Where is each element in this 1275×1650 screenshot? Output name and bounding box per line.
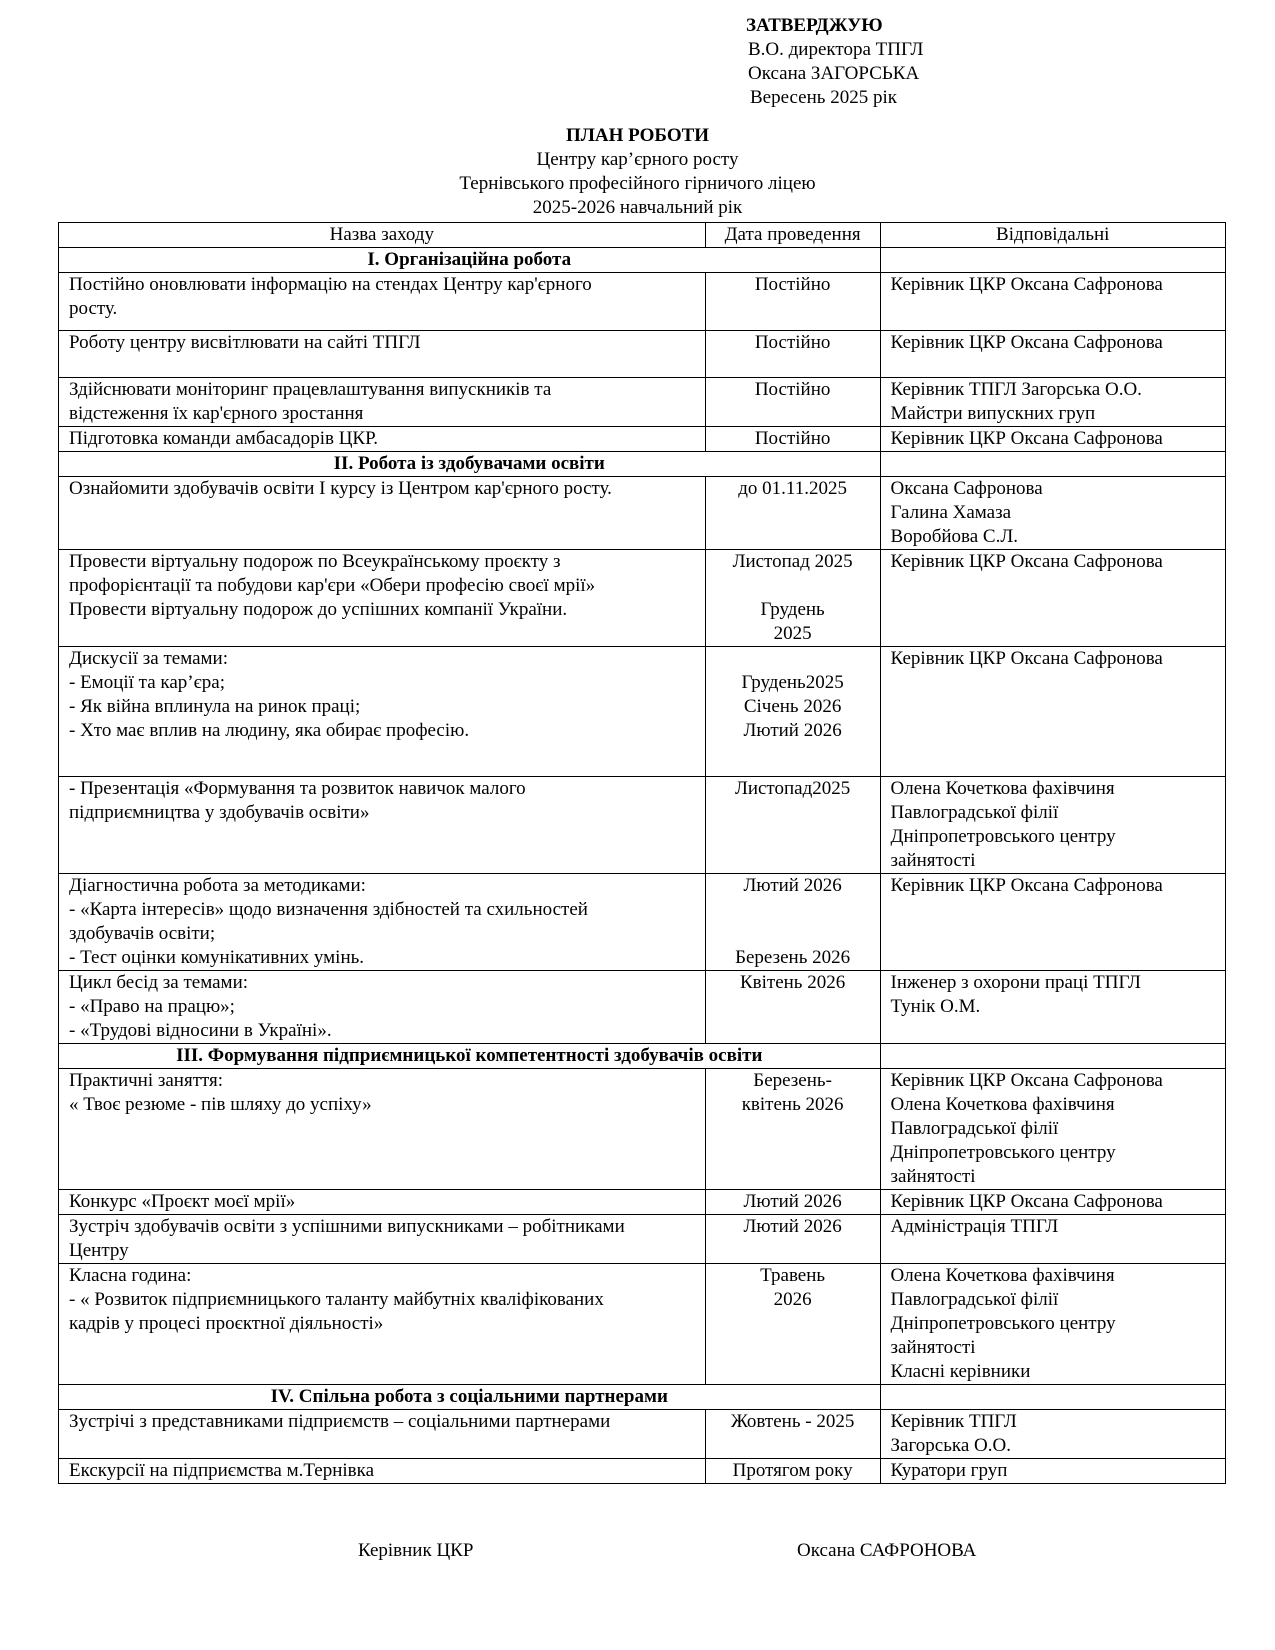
event-name-cell [59,1459,706,1484]
date-cell [705,1459,880,1484]
event-name-line: Екскурсії на підприємства м.Тернівка [69,1460,375,1481]
event-name-cell [59,331,706,378]
date-line: Грудень [760,599,825,620]
section-row [59,248,1226,273]
date-cell [705,874,880,971]
date-line: Грудень2025 [741,672,844,693]
table-row [59,1069,1226,1190]
section-row [59,1385,1226,1410]
responsible-cell [880,1410,1225,1459]
section-title: ІІІ. Формування підприємницької компетентності здобувачів освіти [59,1044,881,1069]
event-name-line: - Хто має вплив на людину, яка обирає професію. [69,720,470,741]
date-cell [705,1264,880,1385]
event-name-cell [59,647,706,777]
responsible-line: Воробйова С.Л. [890,526,1018,547]
table-row [59,1215,1226,1264]
responsible-cell [880,874,1225,971]
event-name-line: кадрів у процесі проєктної діяльності» [69,1313,384,1334]
event-name-cell [59,273,706,331]
event-name-line: відстеження їх кар'єрного зростання [69,403,364,424]
document-title: ПЛАН РОБОТИ [565,125,710,146]
approval-name: Оксана ЗАГОРСЬКА [748,63,920,84]
event-name-line: - Тест оцінки комунікативних умінь. [69,947,365,968]
event-name-line: Здійснювати моніторинг працевлаштування випускників та [69,379,552,400]
event-name-line: Класна година: [69,1265,192,1286]
event-name-cell [59,427,706,452]
table-row [59,1190,1226,1215]
table-row [59,1410,1226,1459]
date-cell [705,777,880,874]
responsible-line: Куратори груп [890,1460,1008,1481]
event-name-line: - «Право на працю»; [69,996,235,1017]
date-line: Січень 2026 [743,696,842,717]
date-cell [705,971,880,1044]
responsible-cell [880,378,1225,427]
event-name-line: Зустріч здобувачів освіти з успішними випускниками – робітниками [69,1216,625,1237]
responsible-line: Адміністрація ТПГЛ [890,1216,1059,1237]
header-date: Дата проведення [705,223,880,248]
date-line: Постійно [754,428,831,449]
footer-name: Оксана САФРОНОВА [797,1540,977,1561]
heading-line-1: Центру кар’єрного росту [536,149,739,170]
responsible-line: Керівник ЦКР Оксана Сафронова [890,875,1163,896]
responsible-line: зайнятості [890,1166,976,1187]
event-name-line: профорієнтації та побудови кар'єри «Обери професію своєї мрії» [69,575,596,596]
date-line: Постійно [754,332,831,353]
heading-line-3: 2025-2026 навчальний рік [532,197,743,218]
table-body [59,248,1226,1484]
responsible-line: Майстри випускних груп [890,403,1096,424]
responsible-cell [880,1190,1225,1215]
event-name-cell [59,874,706,971]
event-name-line: здобувачів освіти; [69,923,216,944]
section-title: ІV. Спільна робота з соціальними партнерами [59,1385,881,1410]
date-line: Лютий 2026 [743,1191,842,1212]
event-name-line: - «Трудові відносини в Україні». [69,1020,332,1041]
responsible-line: Керівник ТПГЛ [890,1411,1017,1432]
date-cell [705,477,880,550]
table-row [59,971,1226,1044]
table-row [59,378,1226,427]
event-name-line: росту. [69,298,118,319]
responsible-cell [880,1264,1225,1385]
event-name-cell [59,550,706,647]
responsible-line: Керівник ТПГЛ Загорська О.О. [890,379,1142,400]
responsible-line: Керівник ЦКР Оксана Сафронова [890,428,1163,449]
responsible-line: Олена Кочеткова фахівчиня [890,778,1115,799]
responsible-line: Керівник ЦКР Оксана Сафронова [890,1191,1163,1212]
date-line: Постійно [754,274,831,295]
table-row [59,550,1226,647]
event-name-line: Дискусії за темами: [69,648,228,669]
responsible-line: Керівник ЦКР Оксана Сафронова [890,1070,1163,1091]
date-line: Квітень 2026 [739,972,846,993]
date-cell [705,647,880,777]
section-empty-cell [880,248,1225,273]
event-name-line: « Твоє резюме - пів шляху до успіху» [69,1094,372,1115]
event-name-line: Практичні заняття: [69,1070,224,1091]
responsible-line: Олена Кочеткова фахівчиня [890,1094,1115,1115]
responsible-line: Олена Кочеткова фахівчиня [890,1265,1115,1286]
section-empty-cell [880,1385,1225,1410]
table-row [59,427,1226,452]
responsible-line: Загорська О.О. [890,1435,1011,1456]
event-name-line: Постійно оновлювати інформацію на стендах Центру кар'єрного [69,274,592,295]
date-cell [705,1410,880,1459]
event-name-line: - « Розвиток підприємницького таланту майбутніх кваліфікованих [69,1289,604,1310]
table-row [59,1459,1226,1484]
event-name-line: - Презентація «Формування та розвиток навичок малого [69,778,526,799]
date-line [710,647,876,671]
event-name-line: Конкурс «Проєкт моєї мрії» [69,1191,296,1212]
responsible-cell [880,1069,1225,1190]
responsible-line: Керівник ЦКР Оксана Сафронова [890,274,1163,295]
event-name-line: Діагностична робота за методиками: [69,875,366,896]
date-line [710,922,876,946]
event-name-cell [59,477,706,550]
header-responsible: Відповідальні [880,223,1225,248]
date-line: Травень [760,1265,826,1286]
date-line: Постійно [754,379,831,400]
responsible-cell [880,1215,1225,1264]
event-name-cell [59,1215,706,1264]
event-name-line: Роботу центру висвітлювати на сайті ТПГЛ [69,332,421,353]
responsible-cell [880,427,1225,452]
responsible-line: Тунік О.М. [890,996,981,1017]
table-row [59,273,1226,331]
event-name-line: Провести віртуальну подорож до успішних компанії України. [69,599,568,620]
date-line: Листопад 2025 [732,551,853,572]
event-name-cell [59,777,706,874]
table-row [59,874,1226,971]
event-name-line: Цикл бесід за темами: [69,972,249,993]
header-event-name: Назва заходу [59,223,706,248]
date-cell [705,550,880,647]
event-name-line: Зустрічі з представниками підприємств – соціальними партнерами [69,1411,611,1432]
event-name-line: - «Карта інтересів» щодо визначення здібностей та схильностей [69,899,588,920]
document-heading [0,124,1275,220]
table-header-row [59,223,1226,248]
event-name-cell [59,971,706,1044]
table-row [59,647,1226,777]
section-title: ІІ. Робота із здобувачами освіти [59,452,881,477]
date-line: Лютий 2026 [743,720,842,741]
date-cell [705,1190,880,1215]
event-name-line [69,743,695,767]
responsible-cell [880,971,1225,1044]
event-name-line: - Емоції та кар’єра; [69,672,225,693]
responsible-cell [880,331,1225,378]
table-row [59,777,1226,874]
date-line: Лютий 2026 [743,1216,842,1237]
event-name-line: підприємництва у здобувачів освіти» [69,802,370,823]
responsible-line: Керівник ЦКР Оксана Сафронова [890,551,1163,572]
date-cell [705,1215,880,1264]
responsible-cell [880,550,1225,647]
responsible-cell [880,1459,1225,1484]
responsible-line: Павлоградської філії [890,1118,1059,1139]
table-row [59,1264,1226,1385]
responsible-line: Керівник ЦКР Оксана Сафронова [890,332,1163,353]
table-row [59,477,1226,550]
event-name-line: Ознайомити здобувачів освіти І курсу із Центром кар'єрного росту. [69,478,612,499]
responsible-line: Павлоградської філії [890,1289,1059,1310]
date-line [710,574,876,598]
table-row [59,331,1226,378]
event-name-line: Центру [69,1240,129,1261]
work-plan-table [58,222,1226,1484]
date-cell [705,273,880,331]
date-line: Протягом року [732,1460,853,1481]
section-title: І. Організаційна робота [59,248,881,273]
approval-date: Вересень 2025 рік [750,87,897,108]
date-cell [705,331,880,378]
date-line: Жовтень - 2025 [730,1411,855,1432]
responsible-cell [880,477,1225,550]
section-row [59,452,1226,477]
date-line: Березень 2026 [735,947,851,968]
event-name-cell [59,1264,706,1385]
section-row [59,1044,1226,1069]
date-line: Березень- [753,1070,832,1091]
section-empty-cell [880,452,1225,477]
responsible-line: Оксана Сафронова [890,478,1043,499]
date-cell [705,427,880,452]
event-name-cell [59,1069,706,1190]
responsible-line: Класні керівники [890,1361,1031,1382]
responsible-line: зайнятості [890,1337,976,1358]
responsible-cell [880,647,1225,777]
event-name-cell [59,378,706,427]
date-line: 2026 [773,1289,812,1310]
responsible-line: Галина Хамаза [890,502,1012,523]
responsible-cell [880,777,1225,874]
event-name-line: - Як війна вплинула на ринок праці; [69,696,361,717]
responsible-line: Дніпропетровського центру [890,1142,1116,1163]
responsible-line: Інженер з охорони праці ТПГЛ [890,972,1141,993]
approval-position: В.О. директора ТПГЛ [748,39,924,60]
date-line: до 01.11.2025 [738,478,847,499]
section-empty-cell [880,1044,1225,1069]
event-name-line: Провести віртуальну подорож по Всеукраїнському проєкту з [69,551,561,572]
date-line: Листопад2025 [734,778,851,799]
event-name-cell [59,1410,706,1459]
approval-block [746,14,923,110]
date-cell [705,378,880,427]
responsible-line: Керівник ЦКР Оксана Сафронова [890,648,1163,669]
responsible-line: Павлоградської філії [890,802,1059,823]
date-cell [705,1069,880,1190]
event-name-line: Підготовка команди амбасадорів ЦКР. [69,428,379,449]
event-name-cell [59,1190,706,1215]
responsible-line: Дніпропетровського центру [890,1313,1116,1334]
date-line: 2025 [773,623,812,644]
footer-position: Керівник ЦКР [358,1540,474,1561]
responsible-line: зайнятості [890,850,976,871]
date-line: квітень 2026 [741,1094,844,1115]
responsible-cell [880,273,1225,331]
responsible-line: Дніпропетровського центру [890,826,1116,847]
heading-line-2: Тернівського професійного гірничого ліцею [459,173,816,194]
date-line: Лютий 2026 [743,875,842,896]
approval-title: ЗАТВЕРДЖУЮ [746,15,883,36]
date-line [710,898,876,922]
